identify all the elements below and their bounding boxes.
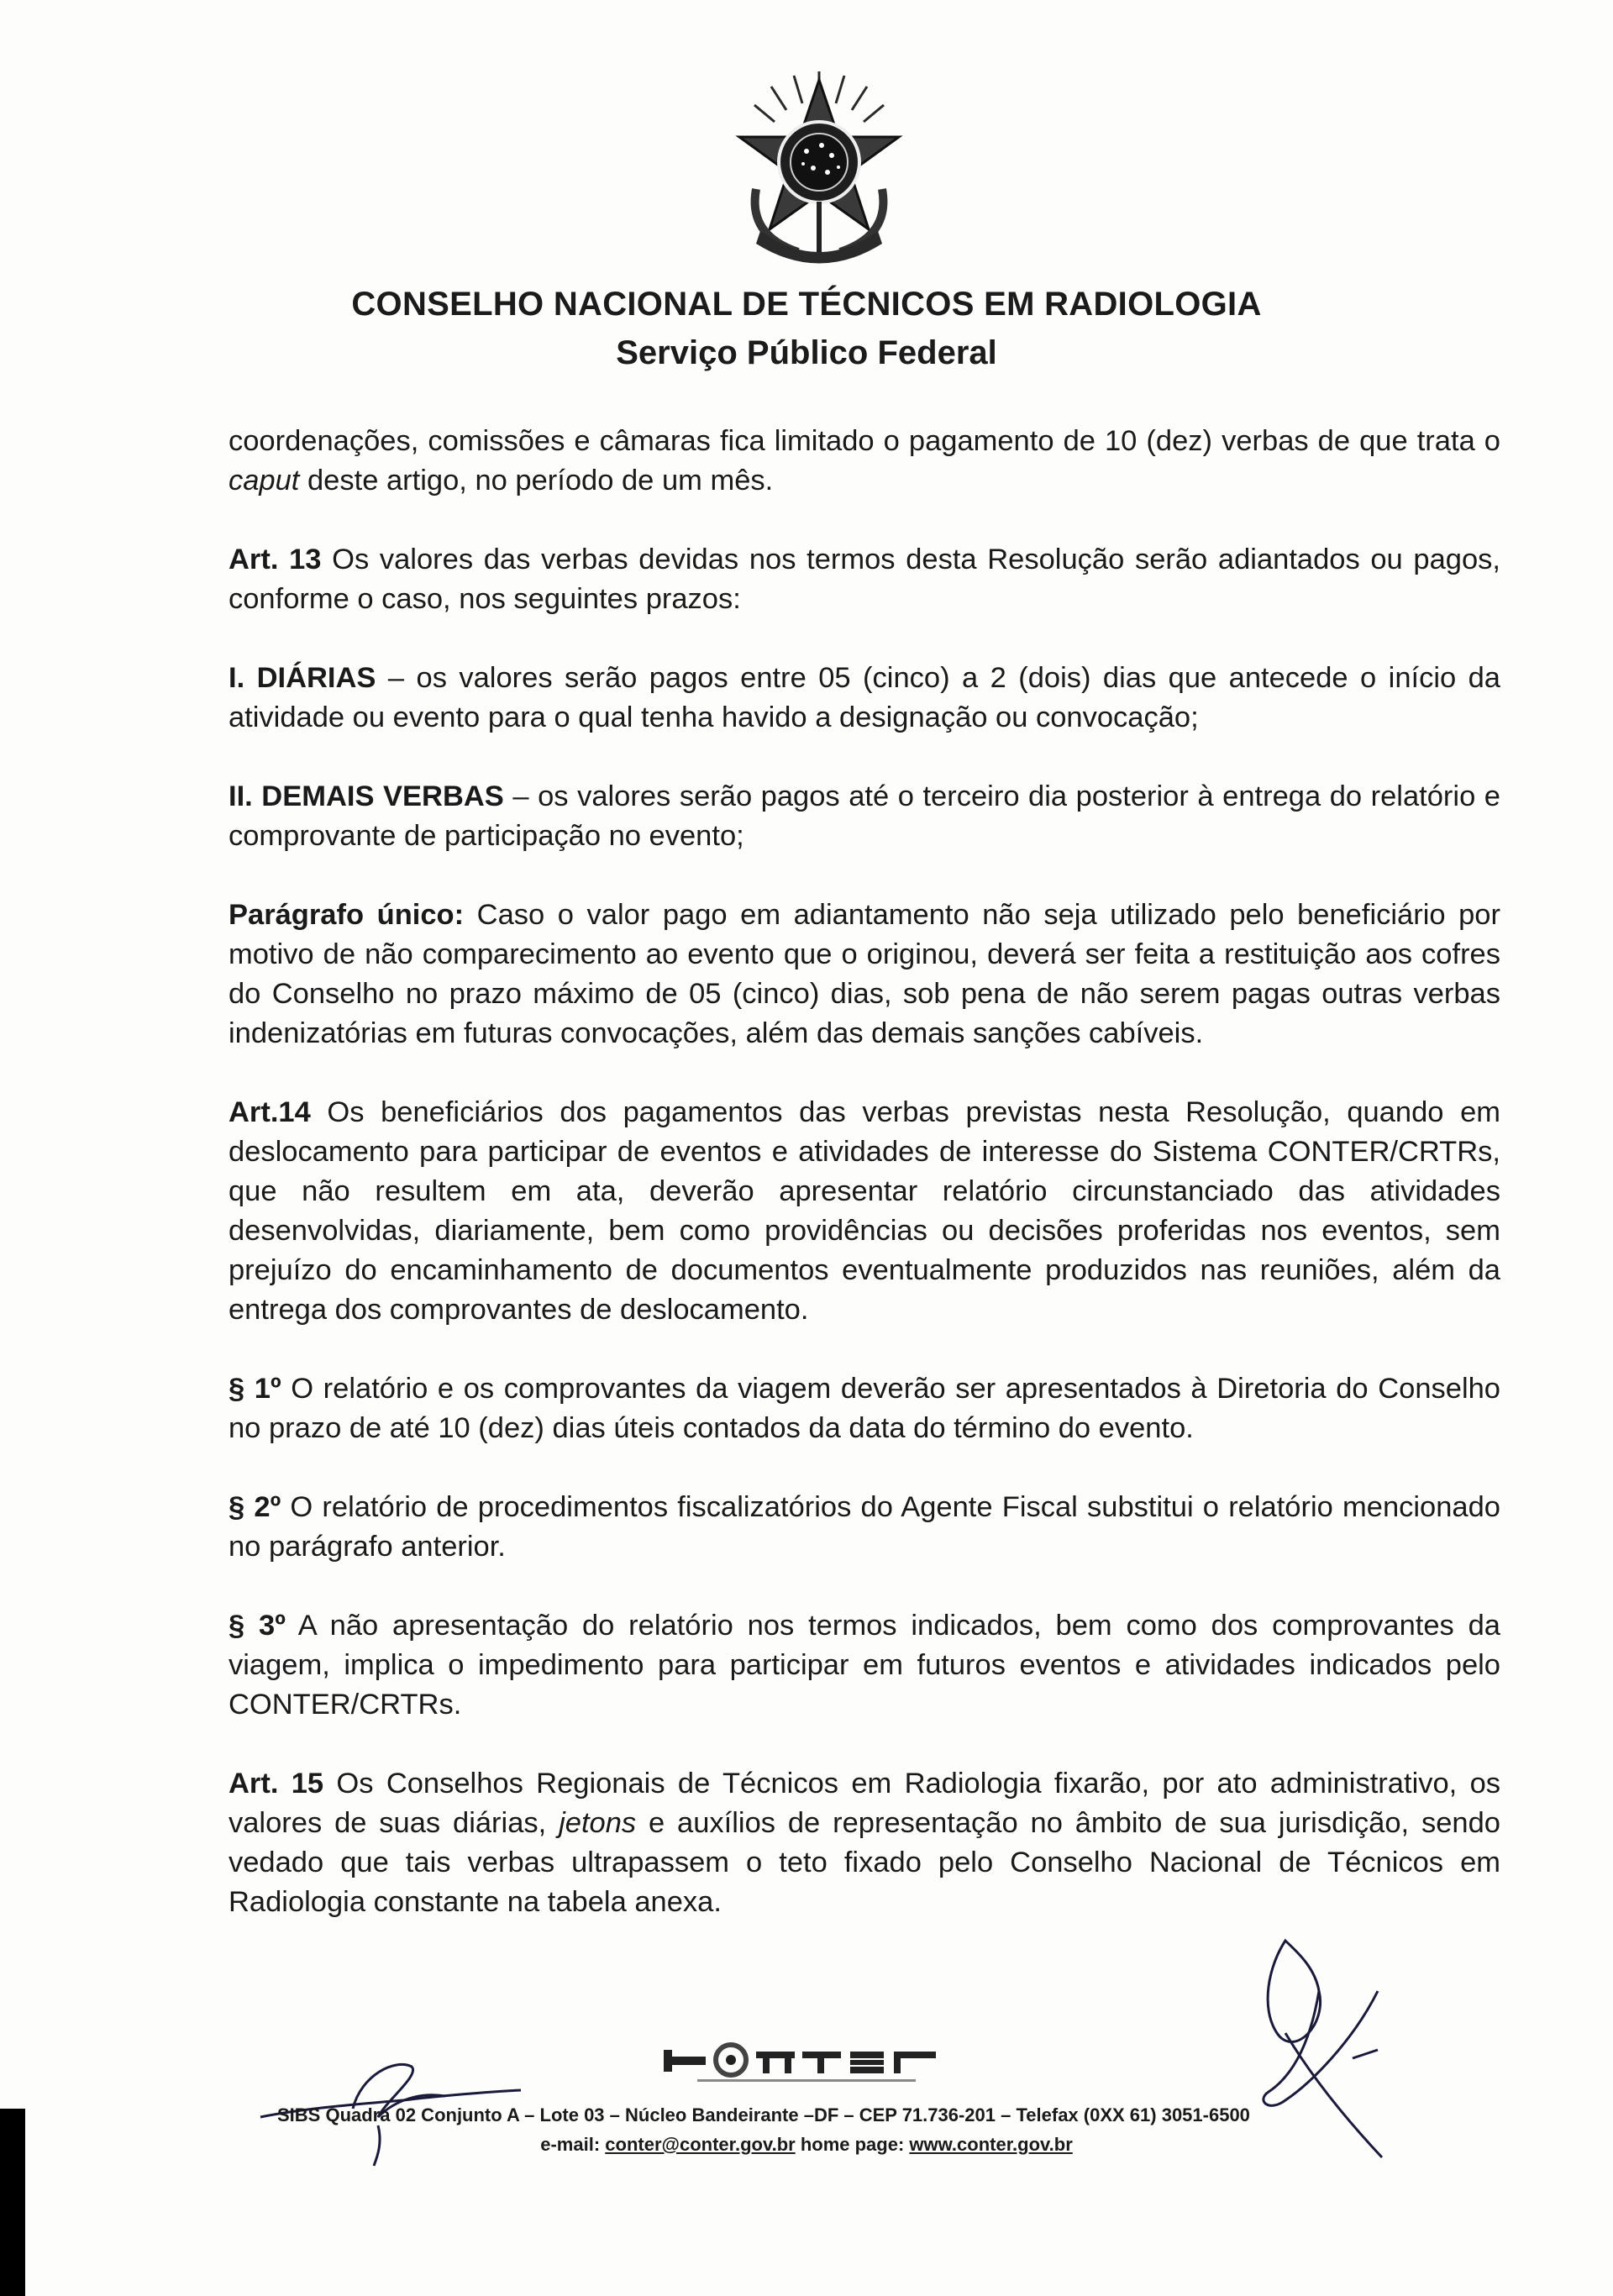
article-label: Art.14 [229, 1096, 311, 1128]
footer-address: SIBS Quadra 02 Conjunto A – Lote 03 – Núcleo Bandeirante –DF – CEP 71.736-201 – Telefax (0XX 61) 3051-6500 [277, 2104, 1250, 2125]
scan-edge-mark [0, 2109, 25, 2296]
paragraph-label: Parágrafo único: [229, 899, 465, 931]
item-diarias: I. DIÁRIAS – os valores serão pagos entre 05 (cinco) a 2 (dois) dias que antecede o início da atividade ou evento para o qual tenha havido a designação ou convocação; [229, 662, 1500, 733]
brazil-coat-of-arms-icon [722, 63, 916, 281]
item-label: I. DIÁRIAS [229, 662, 376, 694]
paragraph-label: § 3º [229, 1610, 286, 1642]
item-label: II. DEMAIS VERBAS [229, 780, 504, 812]
paragraph-2: § 2º O relatório de procedimentos fiscalizatórios do Agente Fiscal substitui o relatório mencionado no parágrafo anterior. [229, 1491, 1500, 1563]
article-14: Art.14 Os beneficiários dos pagamentos das verbas previstas nesta Resolução, quando em deslocamento para participar de eventos e atividades de interesse do Sistema CONTER/CRTRs, que não resultem em ata, deverão apresentar relatório circunstanciado das atividades desenvolvidas, diariamente, bem como providências ou decisões proferidas nos eventos, sem prejuízo do encaminhamento de documentos eventualmente produzidos nas reuniões, além da entrega dos comprovantes de deslocamento. [229, 1096, 1500, 1326]
jetons-term: jetons [559, 1807, 637, 1839]
institution-title: CONSELHO NACIONAL DE TÉCNICOS EM RADIOLOGIA [351, 286, 1262, 323]
article-13: Art. 13 Os valores das verbas devidas nos termos desta Resolução serão adiantados ou pagos, conforme o caso, nos seguintes prazos: [229, 544, 1500, 615]
footer-contact: e-mail: conter@conter.gov.br home page: www.conter.gov.br [540, 2134, 1073, 2155]
signature-right-icon [1235, 1932, 1437, 2167]
paragraph-3: § 3º A não apresentação do relatório nos termos indicados, bem como dos comprovantes da viagem, implica o impedimento para participar em futuros eventos e atividades indicados pelo CONTER/CRTRs. [229, 1610, 1500, 1721]
article-label: Art. 13 [229, 544, 322, 575]
caput-term: caput [229, 465, 300, 497]
item-demais-verbas: II. DEMAIS VERBAS – os valores serão pagos até o terceiro dia posterior à entrega do relatório e comprovante de participação no evento; [229, 780, 1500, 852]
institution-subtitle: Serviço Público Federal [616, 334, 997, 371]
article-label: Art. 15 [229, 1768, 324, 1799]
homepage-link[interactable]: www.conter.gov.br [909, 2134, 1073, 2155]
paragraph-1: § 1º O relatório e os comprovantes da viagem deverão ser apresentados à Diretoria do Conselho no prazo de até 10 (dez) dias úteis contados da data do término do evento. [229, 1373, 1500, 1444]
conter-logo-icon [664, 2033, 949, 2092]
article-15: Art. 15 Os Conselhos Regionais de Técnicos em Radiologia fixarão, por ato administrativo, os valores de suas diárias, jetons e auxílios de representação no âmbito de sua jurisdição, sendo vedado que tais verbas ultrapassem o teto fixado pelo Conselho Nacional de Técnicos em Radiologia constante na tabela anexa. [229, 1768, 1501, 1918]
paragraph-label: § 2º [229, 1491, 281, 1523]
document-body [229, 422, 1500, 1962]
paragraph-label: § 1º [229, 1373, 281, 1405]
paragrafo-unico: Parágrafo único: Caso o valor pago em adiantamento não seja utilizado pelo beneficiário por motivo de não comparecimento ao evento que o originou, deverá ser feita a restituição aos cofres do Conselho no prazo máximo de 05 (cinco) dias, sob pena de não serem pagas outras verbas indenizatórias em futuras convocações, além das demais sanções cabíveis. [229, 899, 1500, 1049]
email-link[interactable]: conter@conter.gov.br [605, 2134, 796, 2155]
paragraph-continuation: coordenações, comissões e câmaras fica limitado o pagamento de 10 (dez) verbas de que trata o caput deste artigo, no período de um mês. [229, 425, 1500, 497]
